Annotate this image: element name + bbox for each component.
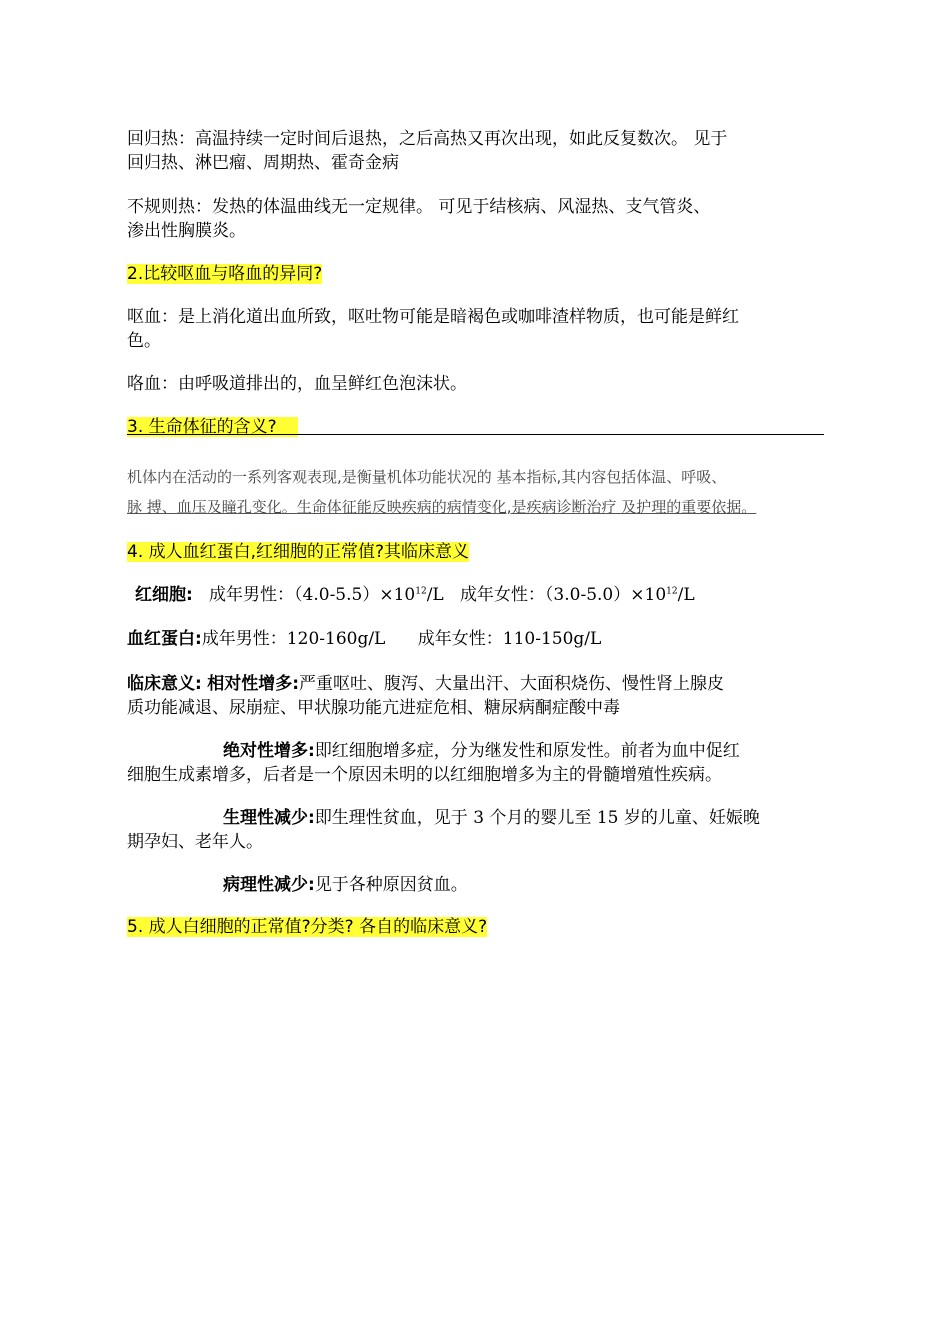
question-3-heading — [127, 415, 827, 439]
hemoptysis-line: 咯血：由呼吸道排出的，血呈鲜红色泡沫状。 — [127, 374, 467, 394]
physiological-decrease-text: 即生理性贫血，见于 3 个月的婴儿至 15 岁的儿童、妊娠晚 — [314, 808, 760, 828]
hematemesis-line-1: 呕血：是上消化道出血所致，呕吐物可能是暗褐色或咖啡渣样物质，也可能是鲜红 — [127, 307, 739, 327]
pathological-decrease-text: 见于各种原因贫血。 — [314, 875, 468, 895]
relapsing-fever-line-2: 回归热、淋巴瘤、周期热、霍奇金病 — [127, 153, 399, 173]
relapsing-fever-line-1: 回归热：高温持续一定时间后退热，之后高热又再次出现，如此反复数次。 见于 — [127, 129, 728, 149]
relative-increase-text: 严重呕吐、腹泻、大量出汗、大面积烧伤、慢性肾上腺皮 — [299, 674, 725, 694]
rbc-female: 成年女性：$(3.0-5.0)\times 10^{12}/L$ — [459, 585, 695, 605]
question-2-heading — [127, 262, 827, 286]
pathological-decrease-label: 病理性减少: — [223, 875, 315, 895]
question-3-rule — [127, 434, 824, 435]
question-4-heading — [127, 540, 827, 564]
question-5-heading — [127, 915, 827, 939]
absolute-increase-text: 即红细胞增多症，分为继发性和原发性。前者为血中促红 — [314, 741, 740, 761]
hematemesis-line-2: 色。 — [127, 331, 161, 351]
irregular-fever-line-1: 不规则热：发热的体温曲线无一定规律。 可见于结核病、风湿热、支气管炎、 — [127, 197, 711, 217]
absolute-increase-line-2: 细胞生成素增多，后者是一个原因未明的以红细胞增多为主的骨髓增殖性疾病。 — [127, 765, 722, 785]
physiological-decrease-line-1 — [127, 806, 827, 830]
vital-signs-line-2: 脉 搏、血压及瞳孔变化。生命体征能反映疾病的病情变化,是疾病诊断治疗 及护理的重要依据。 — [127, 498, 757, 516]
irregular-fever-line-2: 渗出性胸膜炎。 — [127, 221, 246, 241]
rbc-label: 红细胞: — [135, 585, 193, 605]
physiological-decrease-label: 生理性减少: — [223, 808, 315, 828]
clinical-relative-line-2: 质功能减退、尿崩症、甲状腺功能亢进症危相、糖尿病酮症酸中毒 — [127, 698, 620, 718]
hemoglobin-row — [127, 627, 827, 651]
vital-signs-line-1: 机体内在活动的一系列客观表现,是衡量机体功能状况的 基本指标,其内容包括体温、呼吸、 — [127, 468, 727, 486]
question-4-text: 4. 成人血红蛋白,红细胞的正常值?其临床意义 — [127, 542, 470, 562]
hemoglobin-values: 成年男性：120-160g/L 成年女性：110-150g/L — [201, 629, 602, 649]
hemoglobin-label: 血红蛋白: — [127, 629, 202, 649]
absolute-increase-label: 绝对性增多: — [223, 741, 315, 761]
clinical-label: 临床意义: — [127, 674, 202, 694]
relative-increase-label: 相对性增多: — [207, 674, 300, 694]
clinical-relative-line-1 — [127, 672, 827, 696]
question-5-text: 5. 成人白细胞的正常值?分类? 各自的临床意义? — [127, 917, 488, 937]
question-2-text: 2.比较呕血与咯血的异同? — [127, 264, 323, 284]
physiological-decrease-line-2: 期孕妇、老年人。 — [127, 832, 263, 852]
absolute-increase-line-1 — [127, 739, 827, 763]
pathological-decrease-line — [127, 873, 827, 897]
rbc-row — [135, 583, 835, 607]
question-3-text: 3. 生命体征的含义? — [127, 417, 298, 437]
rbc-male: 成年男性：$(4.0-5.5)\times 10^{12}/L$ — [209, 585, 444, 605]
